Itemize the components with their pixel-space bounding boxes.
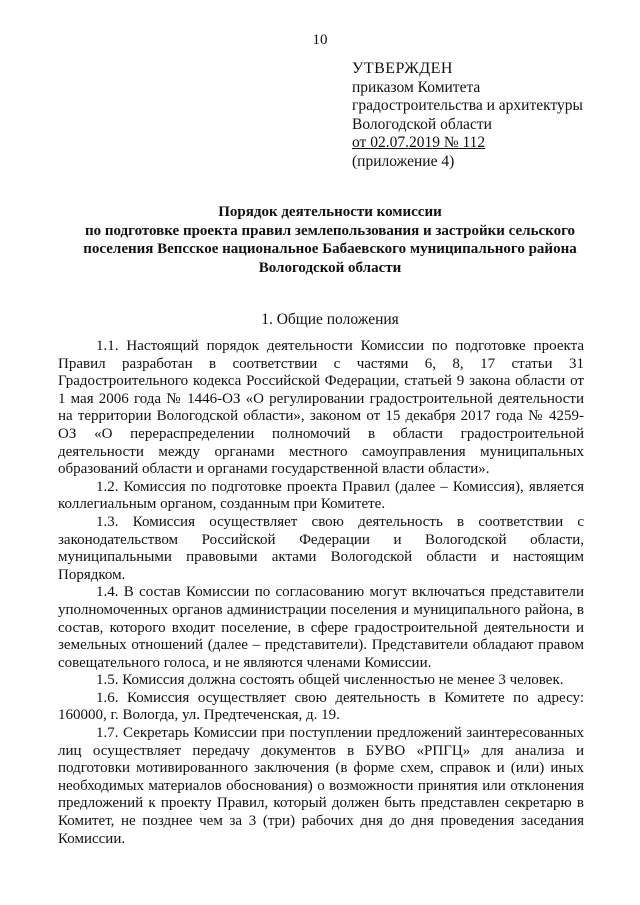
paragraph-1-2: 1.2. Комиссия по подготовке проекта Правил (далее – Комиссия), является коллегиальным органом, созданным при Комитете. [58,478,584,513]
paragraph-1-6: 1.6. Комиссия осуществляет свою деятельность в Комитете по адресу: 160000, г. Вологда, ул. Предтеченская, д. 19. [58,689,584,724]
title-line: Порядок деятельности комиссии [218,204,442,220]
approval-line: Вологодской области [352,115,492,133]
approval-stamp [352,60,583,171]
paragraph-1-7: 1.7. Секретарь Комиссии при поступлении предложений заинтересованных лиц осуществляет передачу документов в БУВО «РПГЦ» для анализа и подготовки мотивированного заключения (в форме схем, справок и (или) иных необходимых материалов обоснования) о возможности принятия или отклонения предложений к проекту Правил, который должен быть представлен секретарю в Комитет, не позднее чем за 3 (три) рабочих дня до дня проведения заседания Комиссии. [58,725,584,847]
approval-line: градостроительства и архитектуры [352,97,583,114]
title-line: Вологодской области [258,259,402,276]
approval-appendix: (приложение 4) [352,152,455,170]
paragraph-1-1: 1.1. Настоящий порядок деятельности Комиссии по подготовке проекта Правил разработан в соответствии с частями 6, 8, 17 статьи 31 Градостроительного кодекса Российской Федерации, статьей 9 закона области от 1 мая 2006 года № 1446-ОЗ «О регулировании градостроительной деятельности на территории Вологодской области», законом от 15 декабря 2017 года № 4259-ОЗ «О перераспределении полномочий в области градостроительной деятельности между органами местного самоуправления муниципальных образований области и органами государственной власти области». [58,338,584,478]
paragraph-1-5: 1.5. Комиссия должна состоять общей численностью не менее 3 человек. [96,672,564,689]
document-title [60,203,600,277]
title-line: по подготовке проекта правил землепользования и застройки сельского [84,222,576,239]
paragraph-1-4: 1.4. В состав Комиссии по согласованию могут включаться представители уполномоченных органов администрации поселения и муниципального района, в состав, которого входит поселение, в сфере градостроительной деятельности и земельных отношений (далее – представители). Представители обладают правом совещательного голоса, и не являются членами Комиссии. [58,584,584,671]
page-number: 10 [312,32,328,48]
section-heading: 1. Общие положения [261,311,399,328]
document-body [58,338,584,848]
approval-heading: УТВЕРЖДЕН [352,60,453,77]
approval-line: приказом Комитета [352,78,481,96]
paragraph-1-3: 1.3. Комиссия осуществляет свою деятельность в соответствии с законодательством Российской Федерации и Вологодской области, муниципальными правовыми актами Вологодской области и настоящим Порядком. [58,513,584,583]
approval-order-number: от 02.07.2019 № 112 [352,134,486,151]
title-line: поселения Вепсское национальное Бабаевского муниципального района [83,241,577,257]
